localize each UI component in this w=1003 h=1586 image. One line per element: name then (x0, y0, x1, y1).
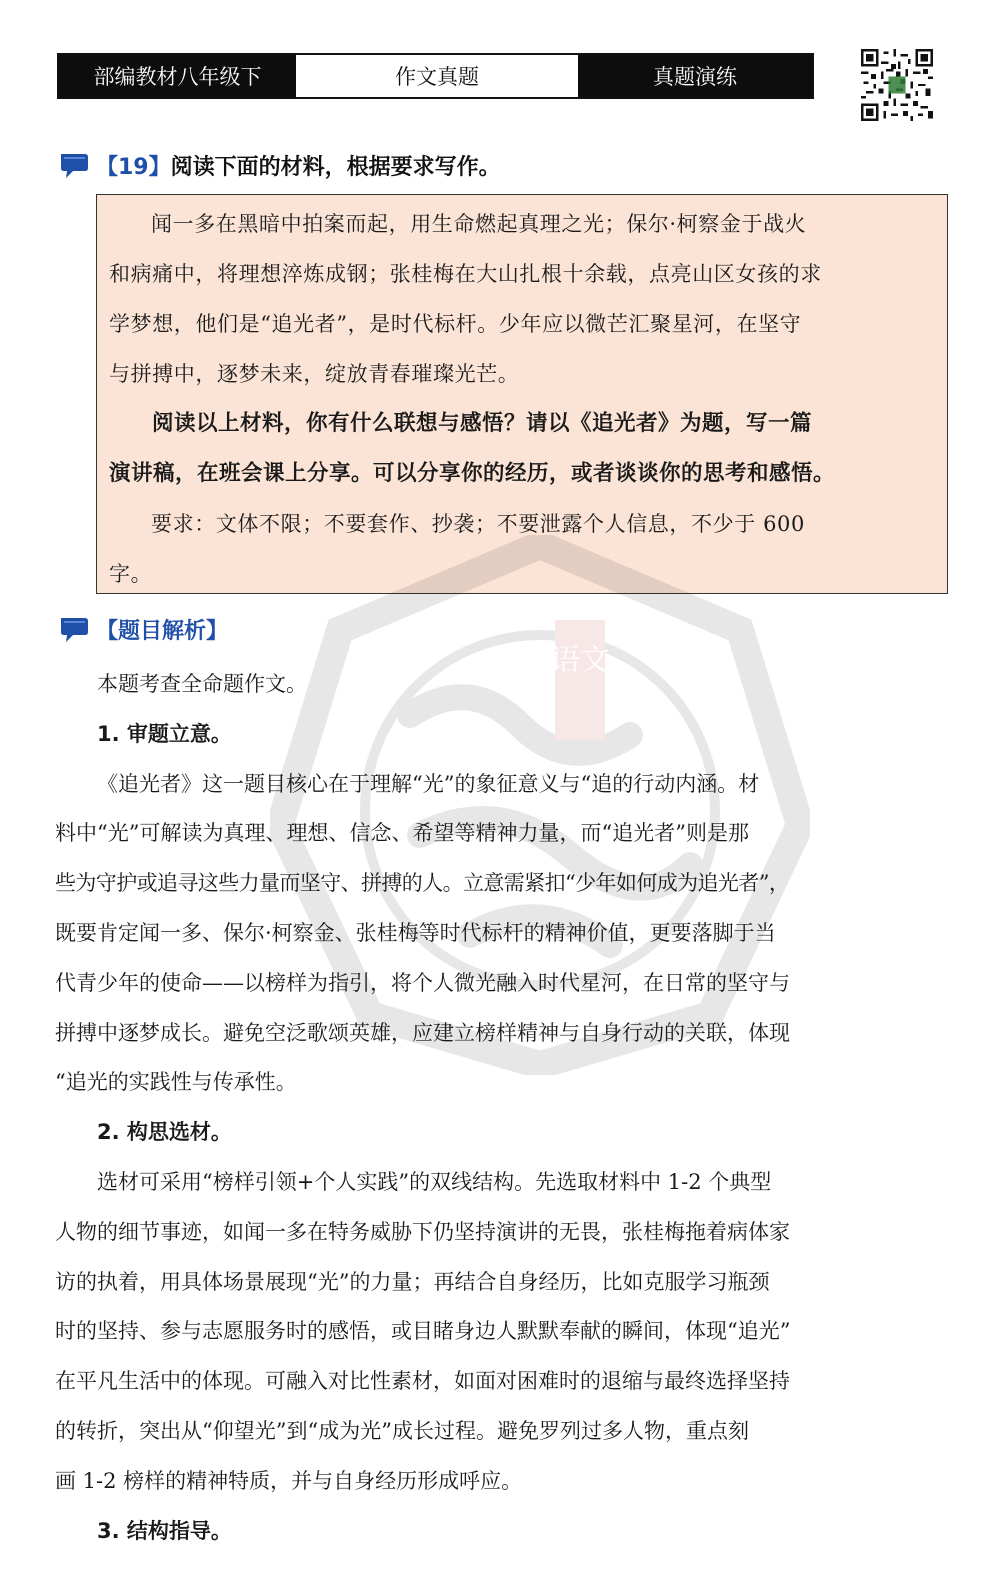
section3-title: 3. 结构指导。 (97, 1518, 232, 1543)
seal-text-top: 语文 (550, 643, 610, 678)
analysis-body (55, 660, 945, 1556)
requirement-line: 字。 (109, 562, 153, 586)
section1-title: 1. 审题立意。 (97, 721, 232, 746)
analysis-line: 选材可采用“榜样引领+个人实践”的双线结构。先选取材料中 1-2 个典型 (97, 1169, 772, 1194)
analysis-line: 人物的细节事迹，如闻一多在特务威胁下仍坚持演讲的无畏，张桂梅拖着病体家 (55, 1219, 790, 1244)
practice-label: 真题演练 (578, 55, 812, 97)
analysis-line: 时的坚持、参与志愿服务时的感悟，或目睹身边人默默奉献的瞬间，体现“追光” (55, 1319, 791, 1344)
material-line: 学梦想，他们是“追光者”，是时代标杆。少年应以微芒汇聚星河，在坚守 (109, 312, 802, 336)
speech-bubble-icon (58, 615, 92, 645)
question-heading (58, 150, 501, 181)
analysis-line: 的转折，突出从“仰望光”到“成为光”成长过程。避免罗列过多人物，重点刻 (55, 1418, 749, 1443)
qr-code-icon (861, 49, 933, 121)
analysis-title: 【题目解析】 (96, 619, 229, 644)
speech-bubble-icon (58, 151, 92, 181)
analysis-line: 《追光者》这一题目核心在于理解“光”的象征意义与“追的行动内涵。材 (97, 771, 760, 796)
analysis-line: 画 1-2 榜样的精神特质，并与自身经历形成呼应。 (55, 1468, 523, 1493)
analysis-line: 在平凡生活中的体现。可融入对比性素材，如面对困难时的退缩与最终选择坚持 (55, 1369, 790, 1394)
question-prompt: 阅读下面的材料，根据要求写作。 (170, 155, 501, 180)
analysis-line: 代青少年的使命——以榜样为指引，将个人微光融入时代星河，在日常的坚守与 (55, 970, 790, 995)
header-bar (57, 53, 814, 99)
analysis-heading (58, 614, 228, 645)
question-number: 【19】 (96, 155, 171, 180)
material-line: 和病痛中，将理想淬炼成钢；张桂梅在大山扎根十余载，点亮山区女孩的求 (109, 262, 822, 286)
analysis-line: 些为守护或追寻这些力量而坚守、拼搏的人。立意需紧扣“少年如何成为追光者”， (55, 871, 790, 896)
material-line: 闻一多在黑暗中拍案而起，用生命燃起真理之光；保尔·柯察金于战火 (151, 212, 807, 236)
analysis-line: 既要肯定闻一多、保尔·柯察金、张桂梅等时代标杆的精神价值，更要落脚于当 (55, 920, 776, 945)
task-line: 演讲稿，在班会课上分享。可以分享你的经历，或者谈谈你的思考和感悟。 (109, 461, 836, 486)
material-box (96, 194, 948, 594)
material-line: 与拼搏中，逐梦未来，绽放青春璀璨光芒。 (109, 362, 520, 386)
analysis-line: “追光的实践性与传承性。 (55, 1070, 297, 1095)
category-label: 作文真题 (296, 55, 578, 97)
task-line: 阅读以上材料，你有什么联想与感悟？请以《追光者》为题，写一篇 (152, 411, 813, 436)
grade-label: 部编教材八年级下 (59, 55, 296, 97)
analysis-line: 访的执着，用具体场景展现“光”的力量；再结合自身经历，比如克服学习瓶颈 (55, 1269, 770, 1294)
analysis-intro: 本题考查全命题作文。 (97, 672, 307, 696)
analysis-line: 拼搏中逐梦成长。避免空泛歌颂英雄，应建立榜样精神与自身行动的关联，体现 (55, 1020, 790, 1045)
requirement-line: 要求：文体不限；不要套作、抄袭；不要泄露个人信息，不少于 600 (151, 512, 805, 536)
analysis-line: 料中“光”可解读为真理、理想、信念、希望等精神力量，而“追光者”则是那 (55, 821, 749, 846)
section2-title: 2. 构思选材。 (97, 1120, 232, 1145)
